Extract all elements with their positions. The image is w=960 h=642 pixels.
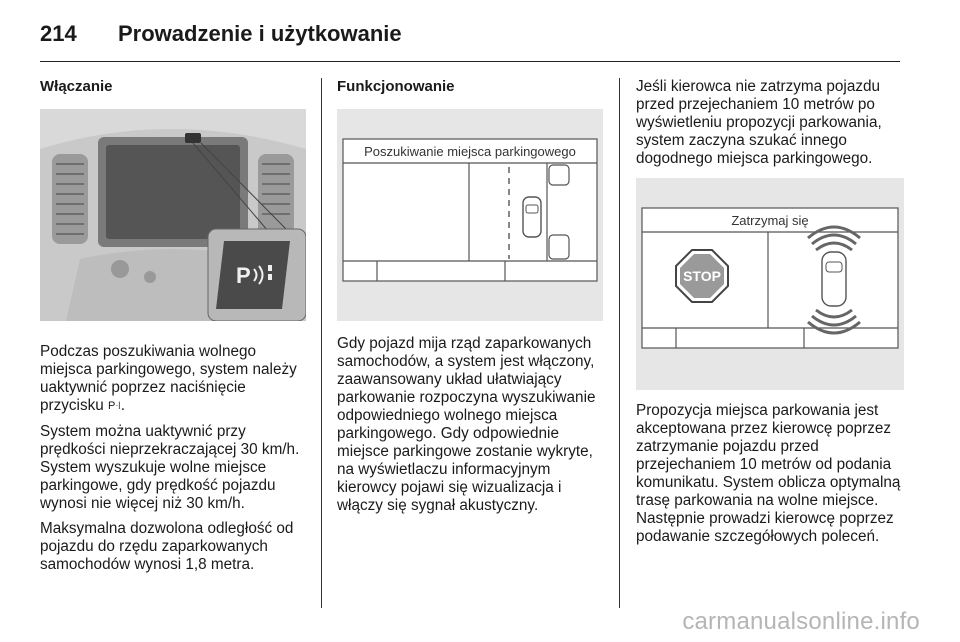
watermark: carmanualsonline.info <box>682 608 920 635</box>
column-2 <box>337 72 603 522</box>
section-heading-funkcjonowanie: Funkcjonowanie <box>337 78 455 95</box>
column-1 <box>40 72 306 581</box>
park-assist-inline-icon: P꜊ <box>108 400 121 412</box>
stop-sign-text: STOP <box>683 268 721 284</box>
header-divider <box>40 61 900 62</box>
paragraph: Maksymalna dozwolona odległość od pojazdu do rzędu zaparkowanych samochodów wynosi 1,8 metra. <box>40 520 294 573</box>
park-assist-button-icon <box>216 241 290 309</box>
column-3 <box>636 78 904 553</box>
paragraph: Jeśli kierowca nie zatrzyma pojazdu przed przejechaniem 10 metrów po wyświetleniu propozycji parkowania, system zaczyna szukać innego dogodnego miejsca parkingowego. <box>636 78 882 167</box>
section-heading-wlaczanie: Włączanie <box>40 78 113 95</box>
paragraph: Propozycja miejsca parkowania jest akceptowana przez kierowcę poprzez zatrzymanie pojazdu przed przejechaniem 10 metrów od podania komunikatu. System oblicza optymalną trasę parkowania na wolne miejsce. Następnie prowadzi kierowcę poprzez podawanie szczegółowych poleceń. <box>636 402 901 545</box>
page-header <box>40 14 402 54</box>
display-title: Poszukiwanie miejsca parkingowego <box>364 144 576 159</box>
paragraph: System można uaktywnić przy prędkości nieprzekraczającej 30 km/h. System wyszukuje wolne miejsce parkingowe, gdy prędkość pojazdu wynosi nie więcej niż 30 km/h. <box>40 423 300 512</box>
page-number: 214 <box>40 21 77 46</box>
display-title: Zatrzymaj się <box>731 213 809 228</box>
figure-dashboard-button <box>40 109 306 321</box>
column-divider <box>321 78 322 608</box>
paragraph: Gdy pojazd mija rząd zaparkowanych samochodów, a system jest włączony, zaawansowany układ ułatwiający parkowanie rozpoczyna wyszukiwanie odpowiedniego wolnego miejsca parkingowego. Gdy odpowiednie miejsce parkingowe zostanie wykryte, na wyświetlaczu informacyjnym kierowcy pojawi się wizualizacja i włączy się sygnał akustyczny. <box>337 335 596 514</box>
column-divider <box>619 78 620 608</box>
paragraph: Podczas poszukiwania wolnego miejsca parkingowego, system należy uaktywnić poprzez naciśnięcie przycisku P꜊. <box>40 343 297 414</box>
page-title: Prowadzenie i użytkowanie <box>118 21 402 46</box>
button-label: P <box>236 263 251 288</box>
figure-stop-display <box>636 178 904 390</box>
figure-parking-search-display <box>337 109 603 321</box>
